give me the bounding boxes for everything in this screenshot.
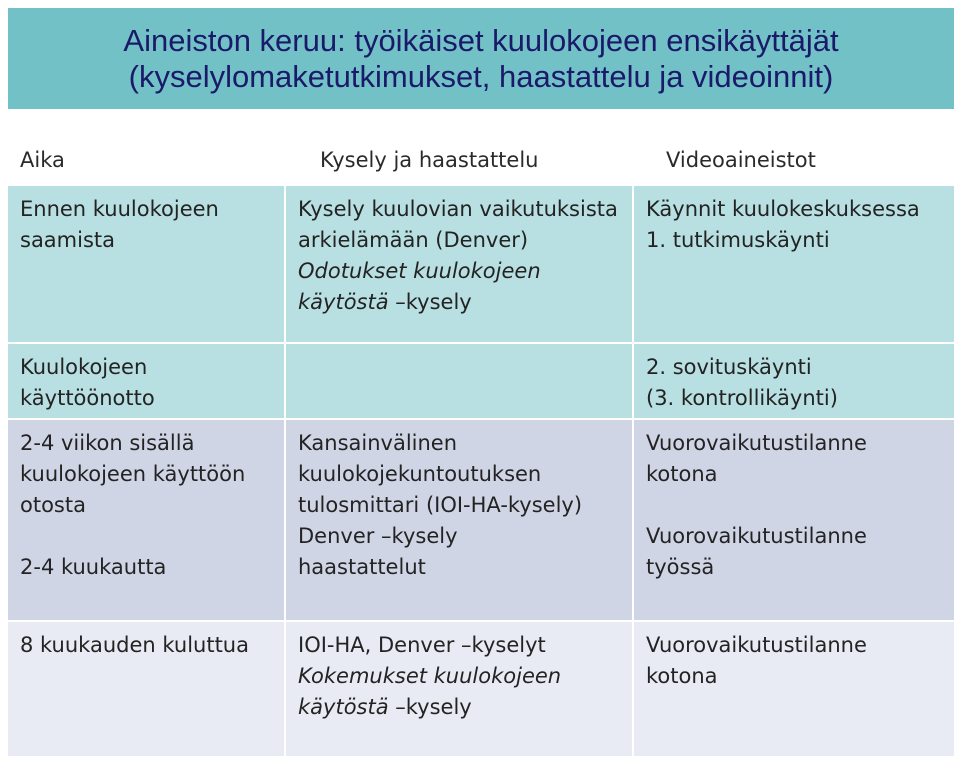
row2-aika-line: käyttöönotto [20,386,155,410]
row2-aika-line: Kuulokojeen [20,355,148,379]
row1-aika-line: Ennen kuulokojeen [20,197,219,221]
row2-kysely [286,344,632,418]
row4-video-line: kotona [646,664,718,688]
row1-video [634,186,954,342]
row4-kysely-italic-2: käytöstä [298,695,389,719]
row4-kysely-last-line [298,692,620,723]
row4-kysely [286,622,632,756]
row3-aika-line: kuulokojeen käyttöön [20,462,246,486]
row1-video-line: Käynnit kuulokeskuksessa [646,197,920,221]
row4-kysely-line: IOI-HA, Denver –kyselyt [298,633,546,657]
row3-aika-line: otosta [20,493,86,517]
row1-kysely-italic-2: käytöstä [298,290,389,314]
row3-aika [8,420,284,620]
row3-kysely-line: haastattelut [298,555,426,579]
row4-video-line: Vuorovaikutustilanne [646,633,867,657]
row2-video-line: 2. sovituskäynti [646,355,812,379]
row2-video [634,344,954,418]
row4-kysely-tail: –kysely [388,695,472,719]
row1-aika-line: saamista [20,228,116,252]
row3-video-line-b: Vuorovaikutustilanne [646,524,867,548]
row3-kysely [286,420,632,620]
row4-video [634,622,954,756]
row3-video-line-b: työssä [646,555,715,579]
header-aika [8,142,284,184]
row4-kysely-italic: Kokemukset kuulokojeen [298,664,562,688]
row1-kysely-line: Kysely kuulovian vaikutuksista [298,197,618,221]
row3-video [634,420,954,620]
row3-video-line: kotona [646,462,718,486]
row1-video-line: 1. tutkimuskäynti [646,228,830,252]
row3-video-line: Vuorovaikutustilanne [646,431,867,455]
row2-video-line: (3. kontrollikäynti) [646,386,838,410]
header-kysely-label: Kysely ja haastattelu [320,148,539,172]
row3-aika-line: 2-4 viikon sisällä [20,431,195,455]
row3-kysely-line: kuulokojekuntoutuksen [298,462,542,486]
header-kysely [286,142,632,184]
row4-aika-line: 8 kuukauden kuluttua [20,633,249,657]
row3-kysely-line: Denver –kysely [298,524,458,548]
row1-kysely [286,186,632,342]
header-video [634,142,954,184]
row4-aika [8,622,284,756]
title-banner [8,8,954,109]
header-video-label: Videoaineistot [666,148,816,172]
row1-kysely-tail: –kysely [388,290,472,314]
row1-kysely-line: arkielämään (Denver) [298,228,529,252]
row2-aika [8,344,284,418]
row3-kysely-line: tulosmittari (IOI-HA-kysely) [298,493,583,517]
row3-kysely-line: Kansainvälinen [298,431,458,455]
row1-kysely-italic: Odotukset kuulokojeen [298,259,541,283]
title-line-1: Aineiston keruu: työikäiset kuulokojeen ensikäyttäjät [123,22,839,58]
header-aika-label: Aika [20,148,65,172]
row1-kysely-last-line [298,287,620,318]
row3-aika-line-b: 2-4 kuukautta [20,555,167,579]
title-line-2: (kyselylomaketutkimukset, haastattelu ja videoinnit) [128,58,834,94]
row1-aika [8,186,284,342]
